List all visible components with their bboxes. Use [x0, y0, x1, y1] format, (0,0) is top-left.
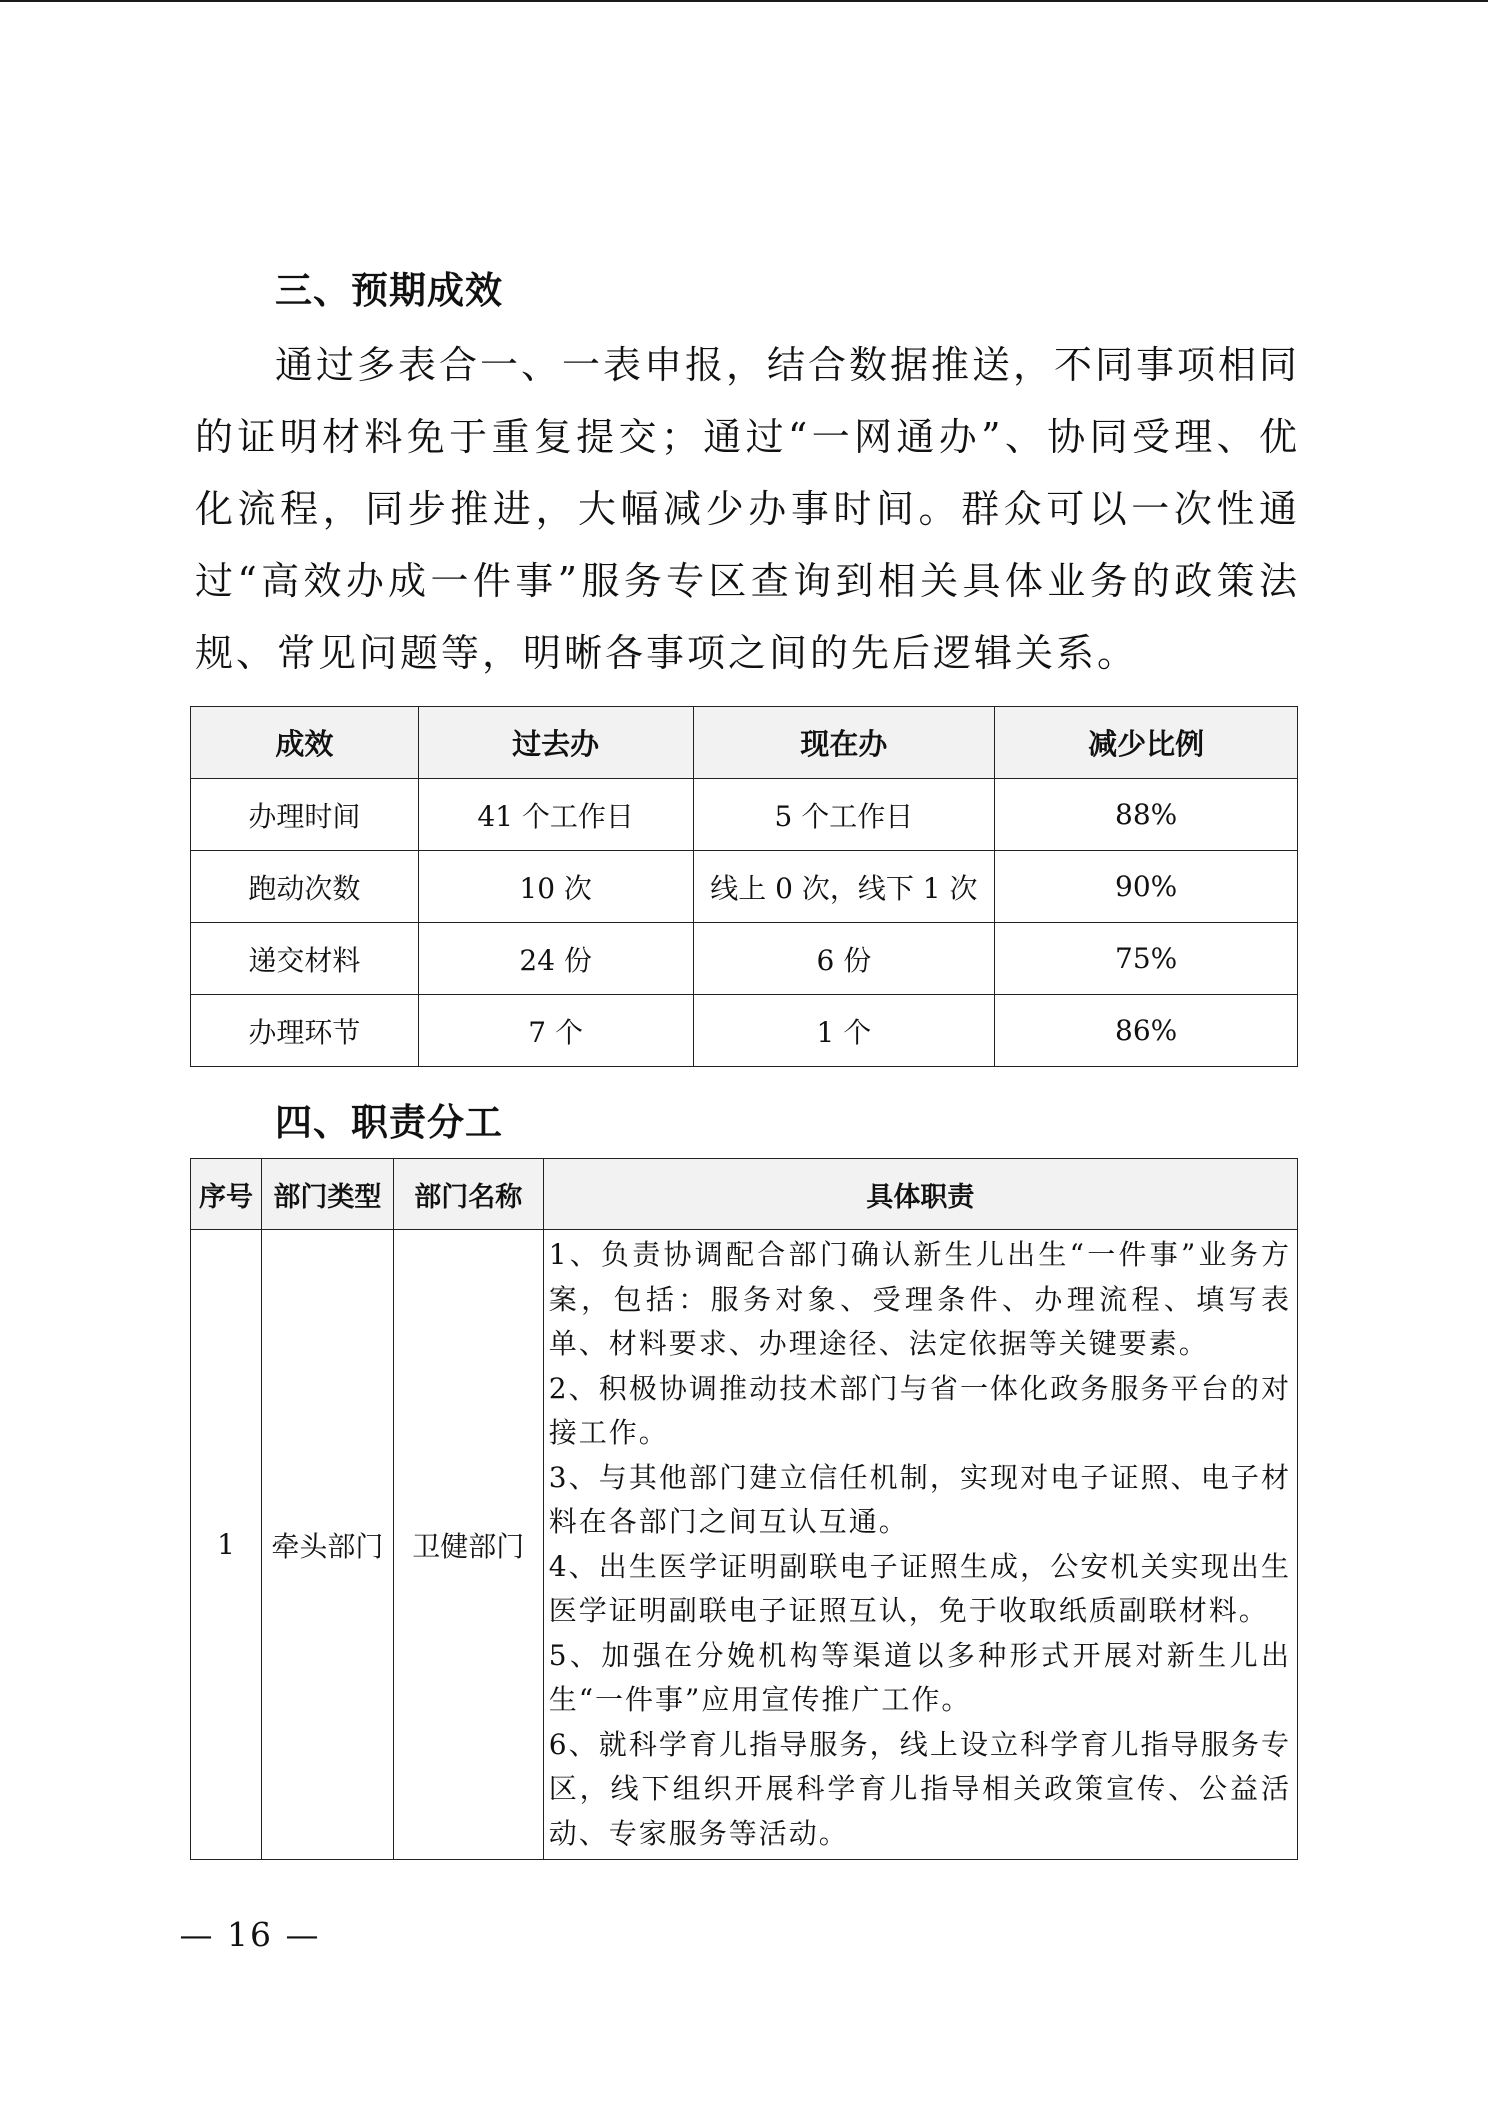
duty-item: 6、就科学育儿指导服务，线上设立科学育儿指导服务专区，线下组织开展科学育儿指导相关政策宣传、公益活动、专家服务等活动。 — [548, 1727, 1291, 1850]
table-header-row — [191, 1159, 1298, 1230]
table-cell: 88% — [995, 779, 1298, 851]
column-header: 序号 — [191, 1159, 262, 1230]
table-cell: 办理时间 — [191, 779, 419, 851]
table-row — [191, 995, 1298, 1067]
duty-item: 5、加强在分娩机构等渠道以多种形式开展对新生儿出生“一件事”应用宣传推广工作。 — [548, 1638, 1291, 1716]
table-cell: 6 份 — [693, 923, 995, 995]
page-number: — 16 — — [179, 1915, 321, 1954]
duty-item: 2、积极协调推动技术部门与省一体化政务服务平台的对接工作。 — [548, 1371, 1291, 1449]
row-index: 1 — [191, 1230, 262, 1860]
section-heading-responsibilities: 四、职责分工 — [275, 1101, 503, 1144]
table-cell: 75% — [995, 923, 1298, 995]
table-cell: 5 个工作日 — [693, 779, 995, 851]
column-header: 部门名称 — [393, 1159, 543, 1230]
top-border-line — [0, 0, 1488, 2]
table-cell: 1 个 — [693, 995, 995, 1067]
duty-list — [543, 1230, 1297, 1860]
department-type: 牵头部门 — [261, 1230, 393, 1860]
column-header: 现在办 — [693, 707, 995, 779]
table-row — [191, 1230, 1298, 1860]
table-cell: 90% — [995, 851, 1298, 923]
duty-item: 1、负责协调配合部门确认新生儿出生“一件事”业务方案，包括：服务对象、受理条件、办理流程、填写表单、材料要求、办理途径、法定依据等关键要素。 — [548, 1238, 1291, 1360]
duty-item: 4、出生医学证明副联电子证照生成，公安机关实现出生医学证明副联电子证照互认，免于收取纸质副联材料。 — [548, 1549, 1291, 1627]
table-cell: 7 个 — [418, 995, 693, 1067]
column-header: 成效 — [191, 707, 419, 779]
table-cell: 跑动次数 — [191, 851, 419, 923]
section-heading-expected-results: 三、预期成效 — [275, 269, 503, 312]
table-cell: 递交材料 — [191, 923, 419, 995]
section-paragraph-expected-results: 通过多表合一、一表申报，结合数据推送，不同事项相同的证明材料免于重复提交；通过“一网通办”、协同受理、优化流程，同步推进，大幅减少办事时间。群众可以一次性通过“高效办成一件事”服务专区查询到相关具体业务的政策法规、常见问题等，明晰各事项之间的先后逻辑关系。 — [195, 343, 1301, 675]
effect-comparison-table — [190, 706, 1298, 1067]
table-cell: 86% — [995, 995, 1298, 1067]
table-header-row — [191, 707, 1298, 779]
department-name: 卫健部门 — [393, 1230, 543, 1860]
column-header: 过去办 — [418, 707, 693, 779]
column-header: 具体职责 — [543, 1159, 1297, 1230]
table-cell: 10 次 — [418, 851, 693, 923]
column-header: 部门类型 — [261, 1159, 393, 1230]
column-header: 减少比例 — [995, 707, 1298, 779]
responsibility-table — [190, 1158, 1298, 1860]
table-cell: 41 个工作日 — [418, 779, 693, 851]
table-cell: 办理环节 — [191, 995, 419, 1067]
duty-item: 3、与其他部门建立信任机制，实现对电子证照、电子材料在各部门之间互认互通。 — [548, 1460, 1291, 1538]
table-cell: 线上 0 次，线下 1 次 — [693, 851, 995, 923]
table-row — [191, 779, 1298, 851]
table-cell: 24 份 — [418, 923, 693, 995]
table-row — [191, 923, 1298, 995]
table-row — [191, 851, 1298, 923]
